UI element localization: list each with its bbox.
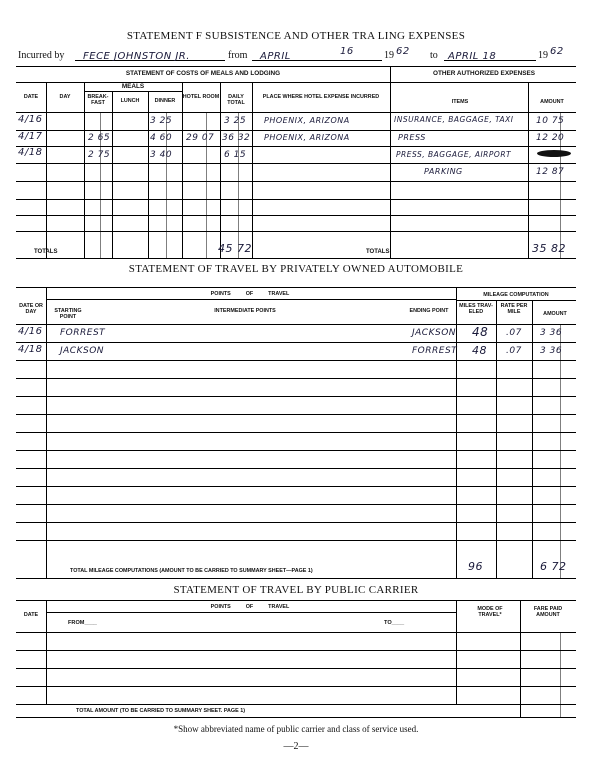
auto-row-2-date: 4/18 [18, 344, 43, 355]
meal-row-1-daily: 3 25 [224, 116, 247, 126]
auto-row-1-rate: .07 [506, 328, 522, 338]
auto-col-ending: ENDING POINT [409, 308, 449, 314]
auto-col-rate: RATE PER MILE [500, 303, 528, 315]
auto-section-title: STATEMENT OF TRAVEL BY PRIVATELY OWNED AUTOMOBILE [128, 263, 464, 275]
col-date: DATE [23, 94, 39, 100]
auto-total-miles: 96 [468, 560, 483, 573]
col-items: ITEMS [451, 99, 469, 105]
meal-row-1-date: 4/16 [18, 114, 43, 125]
auto-row-2-end: FORREST [412, 346, 458, 356]
meal-row-2-place: PHOENIX, ARIZONA [264, 133, 350, 142]
meals-section-title: STATEMENT OF COSTS OF MEALS AND LODGING [125, 70, 281, 77]
meal-row-1-dinner: 3 25 [150, 116, 173, 126]
from-year: 62 [396, 46, 410, 57]
to-label: to [430, 50, 438, 61]
meal-row-1-amount: 10 75 [536, 116, 565, 126]
meal-row-2-daily: 36 32 [222, 133, 251, 143]
public-col-fare: FARE PAID AMOUNT [533, 606, 563, 618]
meal-row-2-hotel: 29 07 [186, 133, 215, 143]
meal-row-4-item: PARKING [424, 167, 463, 176]
auto-points-label: POINTS OF TRAVEL [210, 291, 290, 297]
meal-row-3-date: 4/18 [18, 147, 43, 158]
to-year-prefix: 19 [538, 50, 548, 61]
public-total-label: TOTAL AMOUNT (TO BE CARRIED TO SUMMARY SHEET. PAGE 1) [76, 708, 246, 714]
public-section-title: STATEMENT OF TRAVEL BY PUBLIC CARRIER [173, 584, 419, 596]
auto-col-intermediate: INTERMEDIATE POINTS [214, 308, 276, 314]
col-hotel: HOTEL ROOM [182, 94, 220, 100]
auto-row-1-amount: 3 36 [540, 328, 563, 338]
other-section-title: OTHER AUTHORIZED EXPENSES [432, 70, 536, 77]
meal-row-2-amount: 12 20 [536, 133, 565, 143]
meal-row-2-date: 4/17 [18, 131, 43, 142]
public-points-label: POINTS OF TRAVEL [210, 604, 290, 610]
meals-totals-label: TOTALS [34, 249, 58, 255]
to-year: 62 [550, 46, 564, 57]
public-col-mode: MODE OF TRAVEL* [477, 606, 503, 618]
from-day: 16 [340, 46, 354, 57]
auto-total-amount: 6 72 [540, 560, 567, 573]
other-total-value: 35 82 [532, 242, 566, 255]
page-number: —2— [283, 741, 309, 752]
form-title: STATEMENT F SUBSISTENCE AND OTHER TRA LING EXPENSES [126, 30, 466, 42]
auto-col-miles: MILES TRAV-ELED [459, 303, 493, 315]
meal-row-3-daily: 6 15 [224, 150, 247, 160]
from-label: from [228, 50, 248, 61]
meal-row-3-item: PRESS, BAGGAGE, AIRPORT [396, 150, 512, 159]
from-value: APRIL [260, 51, 291, 62]
scribbled-out-amount [537, 150, 571, 157]
auto-row-2-rate: .07 [506, 346, 522, 356]
to-field [444, 46, 536, 61]
meal-row-2-item: PRESS [398, 133, 426, 142]
incurred-by-value: FECE JOHNSTON JR. [83, 51, 190, 62]
col-dinner: DINNER [154, 98, 176, 104]
auto-col-amount: AMOUNT [543, 311, 567, 317]
col-meals: MEALS [121, 83, 145, 90]
auto-row-1-start: FORREST [60, 328, 106, 338]
meal-row-3-dinner: 3 40 [150, 150, 173, 160]
daily-total-value: 45 72 [218, 242, 252, 255]
auto-row-2-amount: 3 36 [540, 346, 563, 356]
meal-row-2-breakfast: 2 65 [88, 133, 111, 143]
col-daily: DAILY TOTAL [227, 94, 245, 106]
from-field [252, 46, 382, 61]
auto-row-1-end: JACKSON [412, 328, 457, 338]
other-totals-label: TOTALS [366, 249, 390, 255]
meal-row-4-amount: 12 87 [536, 167, 565, 177]
auto-col-date: DATE OR DAY [19, 303, 43, 315]
from-year-prefix: 19 [384, 50, 394, 61]
auto-total-label: TOTAL MILEAGE COMPUTATIONS (AMOUNT TO BE CARRIED TO SUMMARY SHEET—PAGE 1) [70, 568, 313, 574]
meal-row-3-breakfast: 2 75 [88, 150, 111, 160]
meal-row-2-dinner: 4 60 [150, 133, 173, 143]
col-day: DAY [59, 94, 71, 100]
public-from-label: FROM____ [68, 620, 97, 626]
auto-row-1-date: 4/16 [18, 326, 43, 337]
meal-row-1-item: INSURANCE, BAGGAGE, TAXI [394, 115, 514, 124]
public-to-label: TO____ [384, 620, 405, 626]
public-col-date: DATE [23, 612, 39, 618]
mileage-computation-label: MILEAGE COMPUTATION [483, 292, 549, 298]
meal-row-1-place: PHOENIX, ARIZONA [264, 116, 350, 125]
footnote: *Show abbreviated name of public carrier and class of service used. [173, 724, 419, 734]
col-place: PLACE WHERE HOTEL EXPENSE INCURRED [262, 94, 380, 100]
auto-row-2-miles: 48 [472, 344, 487, 357]
col-lunch: LUNCH [120, 98, 140, 104]
incurred-by-label: Incurred by [18, 50, 65, 61]
auto-col-starting: STARTING POINT [54, 308, 82, 320]
to-value: APRIL 18 [448, 51, 497, 62]
incurred-by-field [75, 46, 225, 61]
col-breakfast: BREAK-FAST [87, 94, 109, 106]
col-amount: AMOUNT [540, 99, 564, 105]
auto-row-1-miles: 48 [472, 325, 489, 339]
auto-row-2-start: JACKSON [60, 346, 105, 356]
